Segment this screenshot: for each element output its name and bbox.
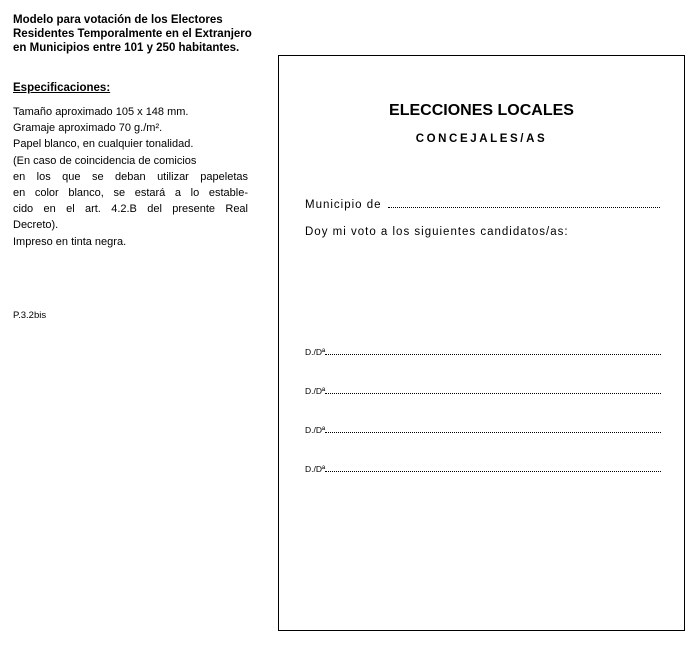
municipio-field <box>305 199 660 211</box>
candidate-dotted-line <box>325 386 661 394</box>
heading-line: Modelo para votación de los Electores <box>13 14 223 26</box>
municipio-label: Municipio de <box>305 199 382 211</box>
ballot-paper <box>278 55 685 631</box>
candidate-prefix: D./Dª <box>305 464 326 474</box>
vote-statement: Doy mi voto a los siguientes candidatos/as: <box>305 226 569 238</box>
candidate-dotted-line <box>325 347 661 355</box>
heading-line: Residentes Temporalmente en el Extranjero <box>13 28 252 40</box>
spec-line: Gramaje aproximado 70 g./m². <box>13 122 163 135</box>
spec-line: Decreto). <box>13 219 59 232</box>
ballot-subtitle: CONCEJALES/AS <box>415 133 548 145</box>
reference-code: P.3.2bis <box>13 310 47 321</box>
spec-line: (En caso de coincidencia de comicios <box>13 154 197 167</box>
spec-line: Papel blanco, en cualquier tonalidad. <box>13 138 194 151</box>
ballot-title: ELECCIONES LOCALES <box>389 102 574 119</box>
candidate-dotted-line <box>325 425 661 433</box>
candidate-line <box>305 425 661 435</box>
specifications-title: Especificaciones: <box>13 82 111 94</box>
spec-line: Impreso en tinta negra. <box>13 235 127 248</box>
specifications-list <box>13 104 248 250</box>
candidate-line <box>305 464 661 474</box>
spec-line: Tamaño aproximado 105 x 148 mm. <box>13 106 189 118</box>
spec-line: cido en el art. 4.2.B del presente Real <box>13 203 248 216</box>
municipio-dotted-line <box>388 199 660 208</box>
candidate-prefix: D./Dª <box>305 347 326 357</box>
document-heading <box>13 13 278 55</box>
candidate-line <box>305 347 661 357</box>
spec-line: en color blanco, se estará a lo estable- <box>13 187 248 200</box>
heading-line: en Municipios entre 101 y 250 habitantes. <box>13 42 240 54</box>
spec-line: en los que se deban utilizar papeletas <box>13 170 248 183</box>
candidate-dotted-line <box>325 464 661 472</box>
candidate-prefix: D./Dª <box>305 386 326 396</box>
candidate-line <box>305 386 661 396</box>
candidate-prefix: D./Dª <box>305 425 326 435</box>
